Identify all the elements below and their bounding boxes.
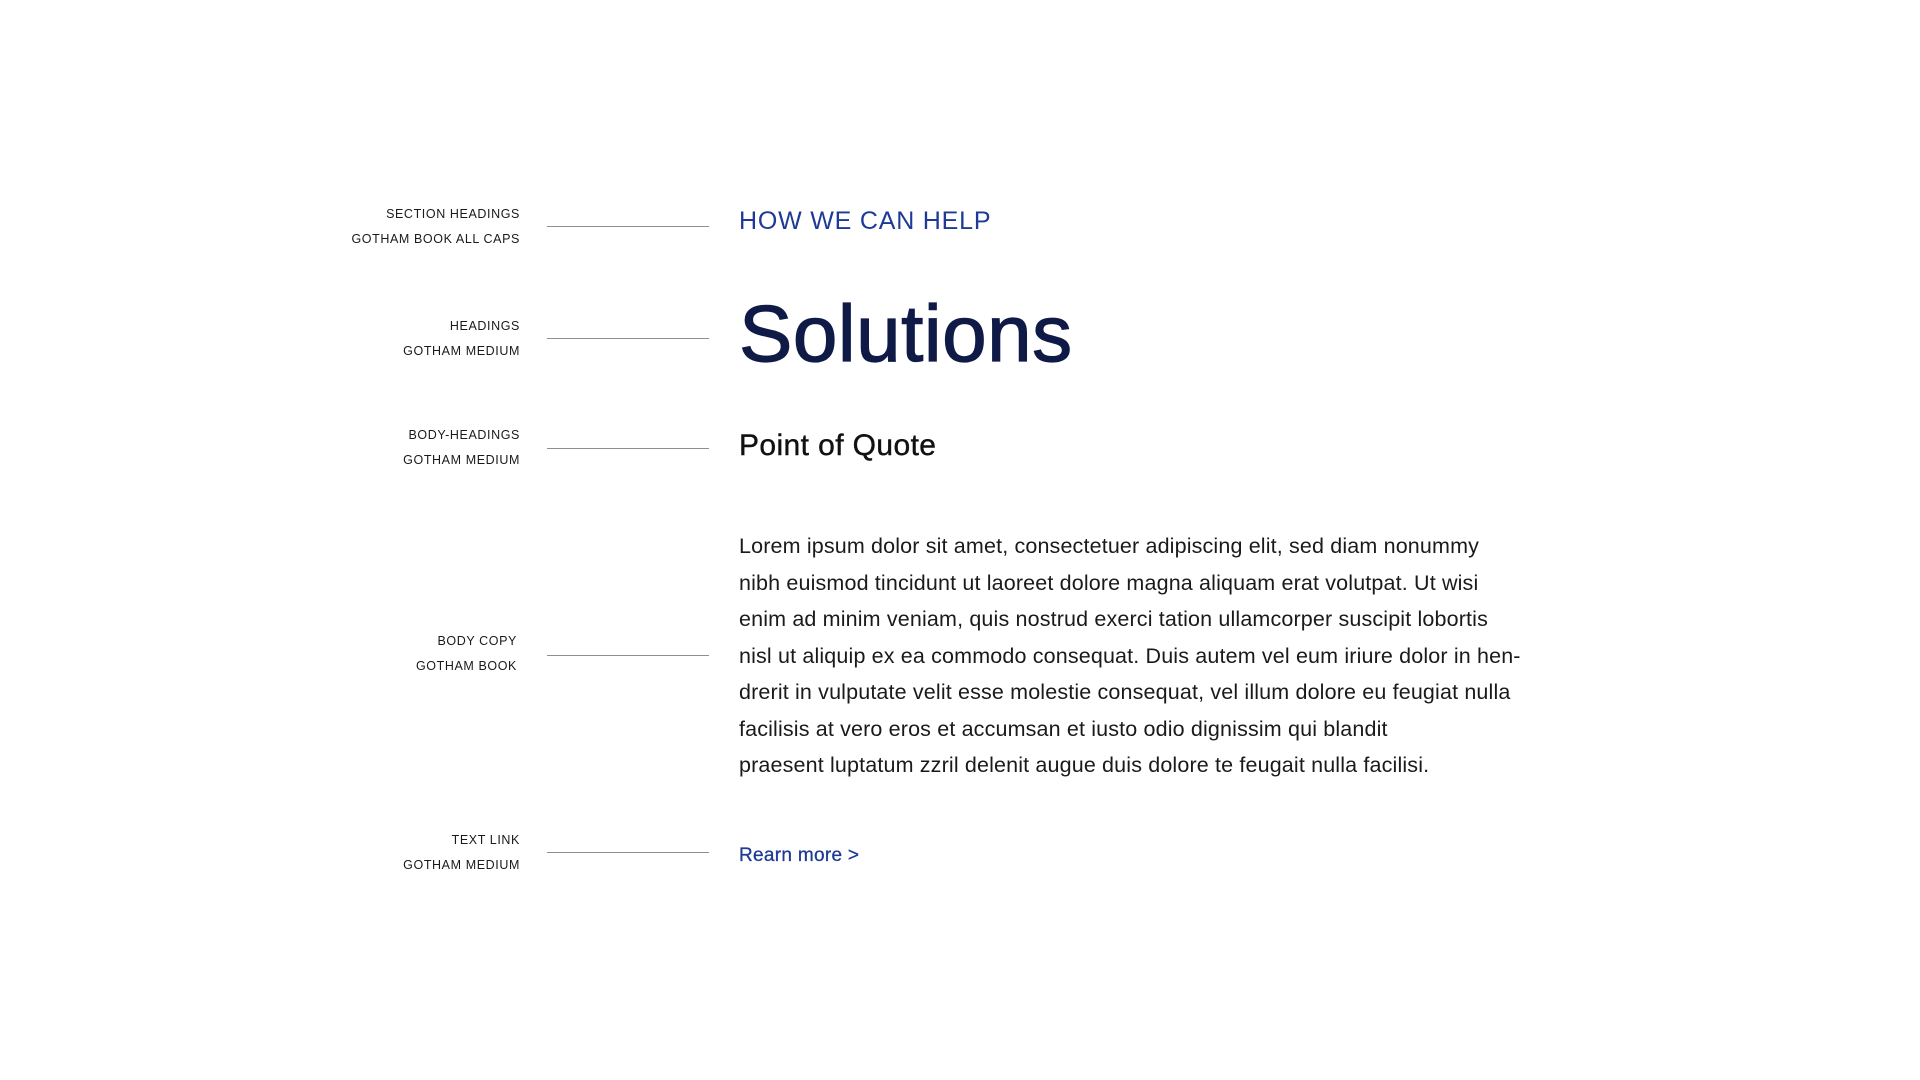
body-copy-line: drerit in vulputate velit esse molestie consequat, vel illum dolore eu feugiat nulla — [739, 680, 1511, 704]
section-heading-sample: HOW WE CAN HELP — [739, 207, 992, 235]
body-copy-line: nisl ut aliquip ex ea commodo consequat. Duis autem vel eum iriure dolor in hen- — [739, 643, 1521, 668]
leader-line-section-headings — [547, 226, 709, 227]
annotation-section-headings — [351, 202, 520, 252]
leader-line-text-link — [547, 852, 709, 853]
annotation-style-name: HEADINGS — [449, 319, 520, 333]
annotation-font-name: GOTHAM BOOK ALL CAPS — [351, 232, 520, 246]
body-copy-line: enim ad minim veniam, quis nostrud exerci tation ullamcorper suscipit lobortis — [739, 607, 1488, 631]
body-copy-line: facilisis at vero eros et accumsan et iusto odio dignissim qui blandit — [739, 716, 1388, 741]
annotation-style-name: SECTION HEADINGS — [386, 207, 520, 221]
annotation-font-name: GOTHAM MEDIUM — [403, 344, 520, 358]
body-copy-line: nibh euismod tincidunt ut laoreet dolore magna aliquam erat volutpat. Ut wisi — [739, 570, 1479, 595]
body-copy-line: praesent luptatum zzril delenit augue duis dolore te feugait nulla facilisi. — [739, 753, 1430, 777]
leader-line-headings — [547, 338, 709, 339]
annotation-headings — [403, 314, 520, 364]
annotation-font-name: GOTHAM BOOK — [415, 659, 517, 673]
annotation-font-name: GOTHAM MEDIUM — [403, 858, 520, 872]
annotation-body-copy — [416, 629, 517, 679]
body-heading-sample: Point of Quote — [739, 429, 937, 462]
annotation-font-name: GOTHAM MEDIUM — [403, 453, 520, 467]
annotation-style-name: TEXT LINK — [451, 833, 520, 847]
leader-line-body-headings — [547, 448, 709, 449]
body-copy-sample — [739, 528, 1619, 784]
annotation-body-headings — [403, 423, 520, 473]
leader-line-body-copy — [547, 655, 709, 656]
annotation-text-link — [403, 828, 520, 878]
annotation-style-name: BODY-HEADINGS — [408, 428, 520, 442]
body-copy-line: Lorem ipsum dolor sit amet, consectetuer adipiscing elit, sed diam nonummy — [739, 534, 1480, 558]
heading-sample: Solutions — [739, 289, 1073, 378]
read-more-link[interactable]: Rearn more > — [739, 845, 860, 866]
annotation-style-name: BODY COPY — [437, 634, 517, 648]
